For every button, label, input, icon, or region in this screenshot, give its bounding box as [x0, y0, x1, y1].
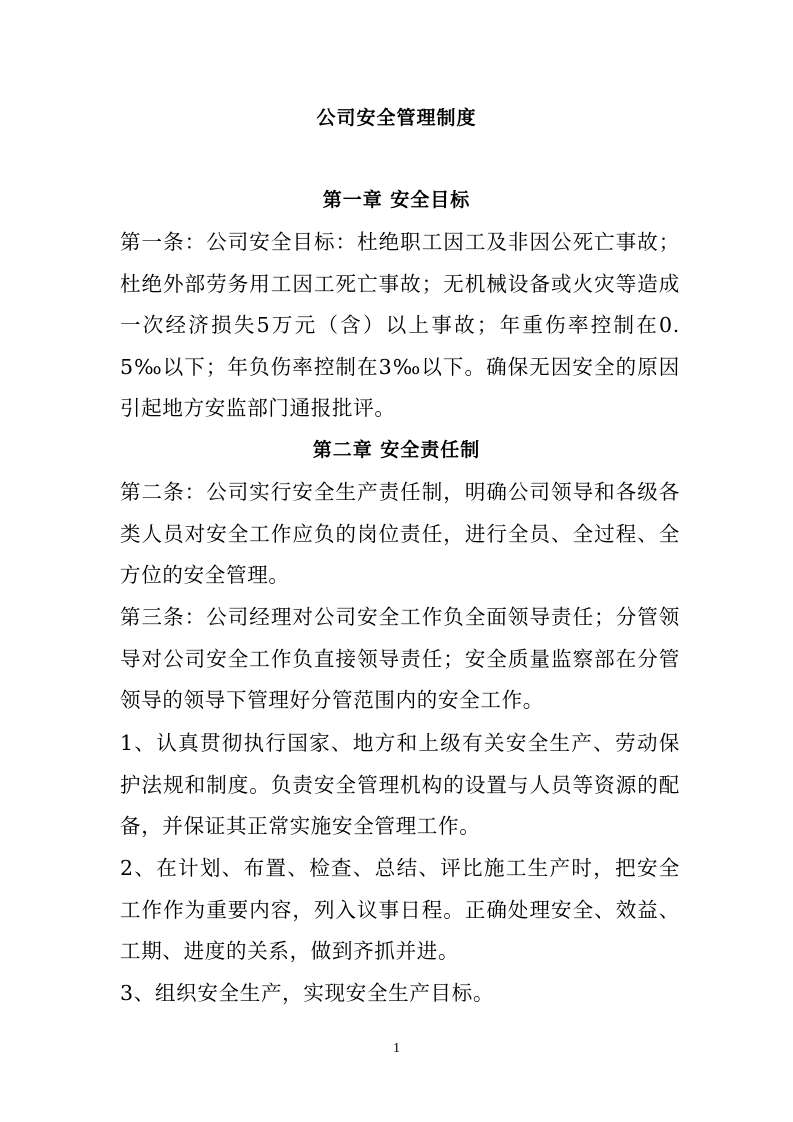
chapter-heading-1: 第一章 安全目标	[322, 189, 471, 211]
list-item-1: 1、认真贯彻执行国家、地方和上级有关安全生产、劳动保护法规和制度。负责安全管理机构的设置与人员等资源的配备，并保证其正常实施安全管理工作。	[120, 731, 680, 838]
chapter-heading-2: 第二章 安全责任制	[312, 439, 481, 461]
page-number: 1	[393, 1041, 400, 1056]
document-title: 公司安全管理制度	[316, 107, 477, 129]
list-item-2: 2、在计划、布置、检查、总结、评比施工生产时，把安全工作作为重要内容，列入议事日程。正确处理安全、效益、工期、进度的关系，做到齐抓并进。	[120, 856, 680, 963]
list-item-3: 3、组织安全生产，实现安全生产目标。	[120, 981, 495, 1005]
article-3-paragraph: 第三条：公司经理对公司安全工作负全面领导责任；分管领导对公司安全工作负直接领导责任；安全质量监察部在分管领导的领导下管理好分管范围内的安全工作。	[120, 605, 680, 712]
article-2-paragraph: 第二条：公司实行安全生产责任制，明确公司领导和各级各类人员对安全工作应负的岗位责任，进行全员、全过程、全方位的安全管理。	[120, 480, 680, 587]
article-1-paragraph: 第一条：公司安全目标：杜绝职工因工及非因公死亡事故；杜绝外部劳务用工因工死亡事故；无机械设备或火灾等造成一次经济损失5万元（含）以上事故；年重伤率控制在0.5‰以下；年负伤率控制在3‰以下。确保无因安全的原因引起地方安监部门通报批评。	[120, 230, 680, 420]
